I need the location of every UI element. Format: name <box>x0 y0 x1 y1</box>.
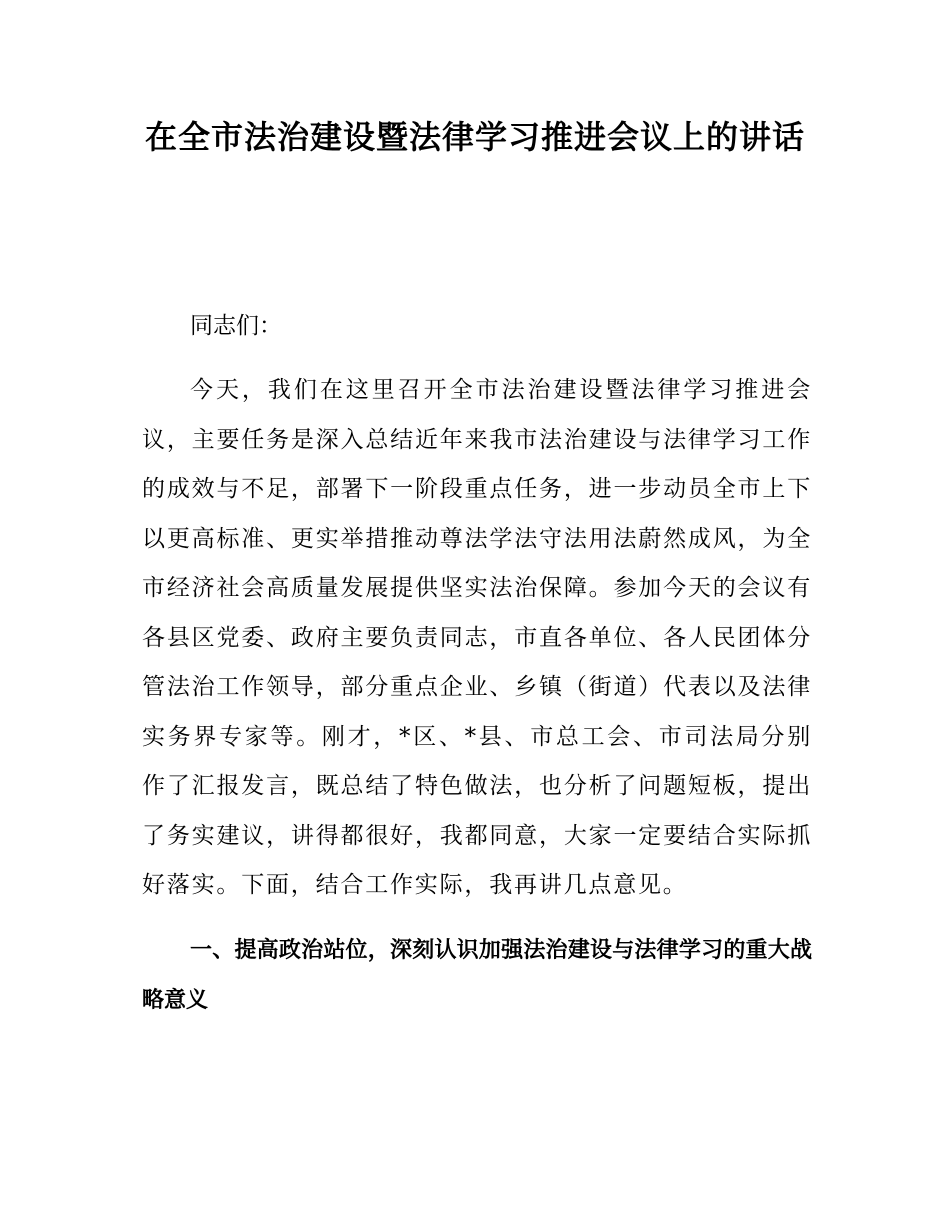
salutation: 同志们： <box>190 313 282 339</box>
body-paragraph: 今天，我们在这里召开全市法治建设暨法律学习推进会议，主要任务是深入总结近年来我市法治建设与法律学习工作的成效与不足，部署下一阶段重点任务，进一步动员全市上下以更高标准、更实举措推动尊法学法守法用法蔚然成风，为全市经济社会高质量发展提供坚实法治保障。参加今天的会议有各县区党委、政府主要负责同志，市直各单位、各人民团体分管法治工作领导，部分重点企业、乡镇（街道）代表以及法律实务界专家等。刚才，*区、*县、市总工会、市司法局分别作了汇报发言，既总结了特色做法，也分析了问题短板，提出了务实建议，讲得都很好，我都同意，大家一定要结合实际抓好落实。下面，结合工作实际，我再讲几点意见。 <box>142 377 812 898</box>
document-title: 在全市法治建设暨法律学习推进会议上的讲话 <box>144 118 805 156</box>
section-heading: 一、提高政治站位，深刻认识加强法治建设与法律学习的重大战略意义 <box>142 938 812 1013</box>
